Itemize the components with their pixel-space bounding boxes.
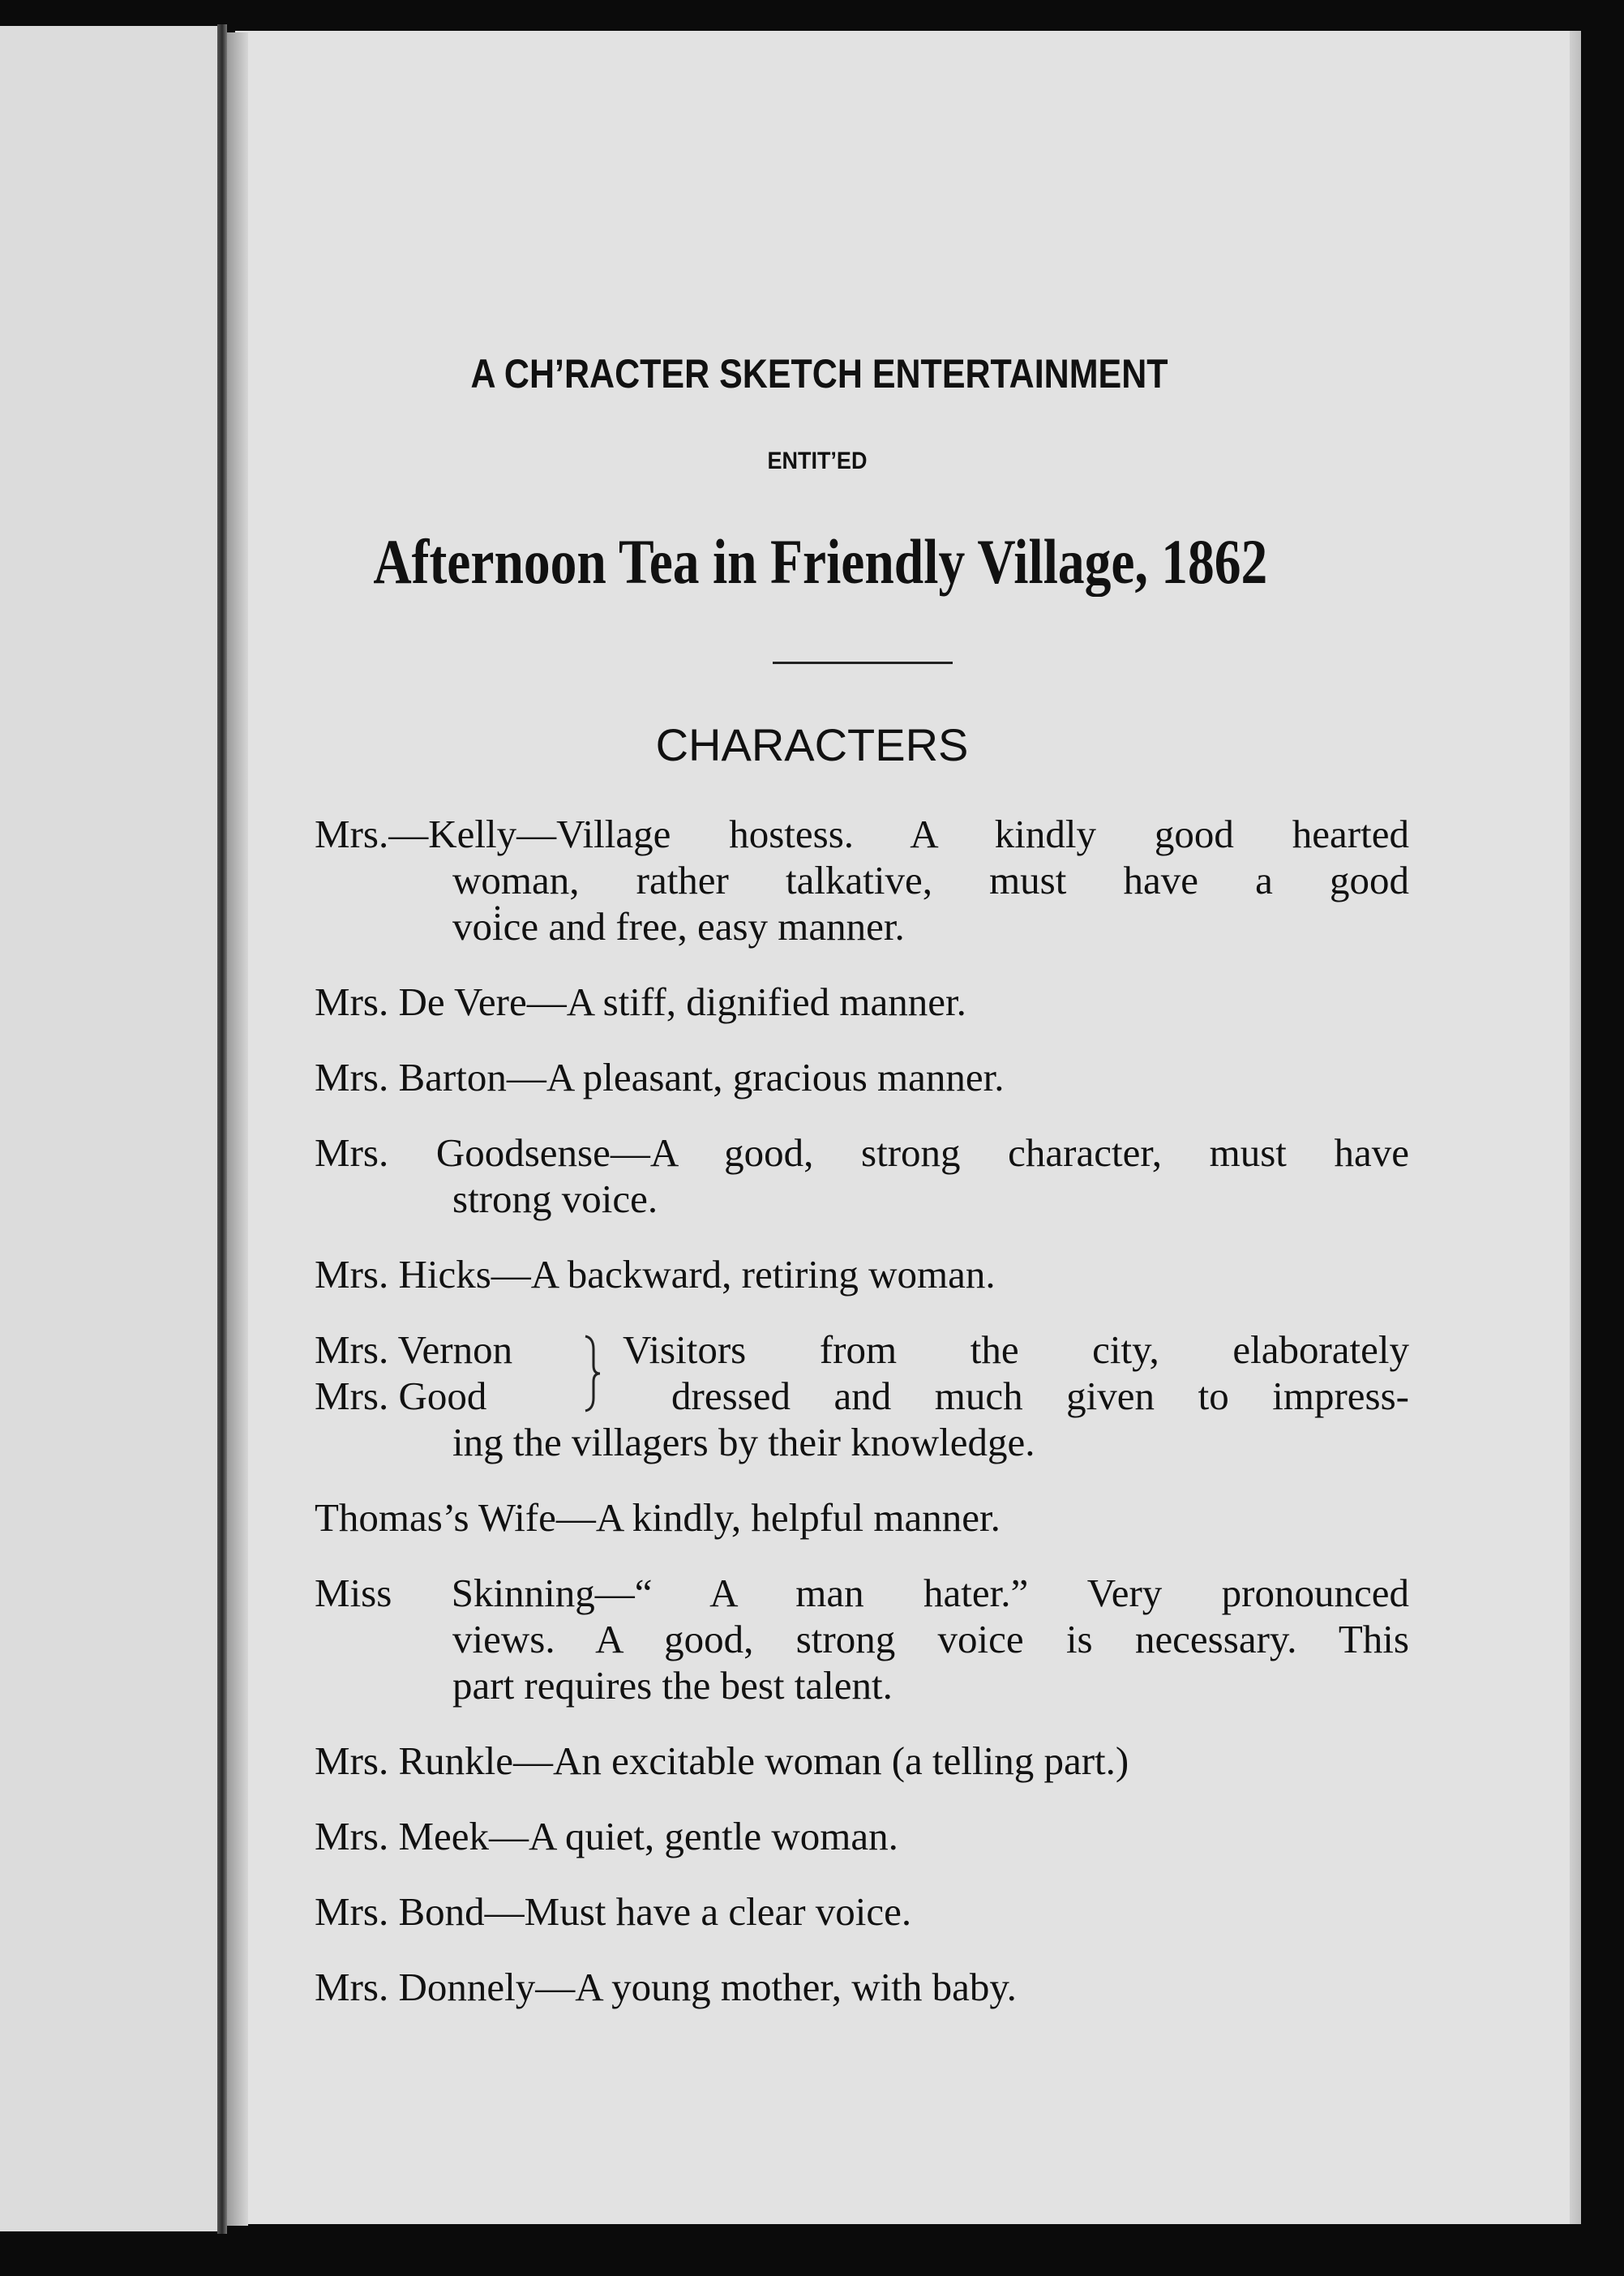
entry-line: Visitors from the city, elaborately (623, 1327, 1409, 1372)
divider-rule (773, 662, 953, 664)
list-item-visitors (315, 1327, 1409, 1465)
list-item (315, 979, 1409, 1025)
visitor-name: Mrs. Good (315, 1374, 487, 1418)
visitor-name: Mrs. Vernon (315, 1327, 513, 1372)
entry-line: Mrs.—Kelly—Village hostess. A kindly good hearted (315, 812, 1409, 856)
entry-line: Mrs. Donnely—A young mother, with baby. (315, 1965, 1017, 2009)
entry-line: Thomas’s Wife—A kindly, helpful manner. (315, 1495, 1001, 1540)
entry-line: ing the villagers by their knowledge. (452, 1420, 1035, 1464)
brace-icon (582, 1333, 605, 1414)
entry-line: Mrs. Meek—A quiet, gentle woman. (315, 1814, 898, 1858)
characters-heading: CHARACTERS (655, 719, 969, 770)
list-item (315, 1570, 1409, 1708)
entry-line: Mrs. Bond—Must have a clear voice. (315, 1889, 912, 1934)
heading-entertainment: A CH’RACTER SKETCH ENTERTAINMENT (470, 351, 1168, 396)
page-title: Afternoon Tea in Friendly Village, 1862 (373, 526, 1268, 597)
list-item (315, 1129, 1409, 1222)
entry-line: Mrs. Hicks—A backward, retiring woman. (315, 1252, 996, 1297)
list-item (315, 1251, 1409, 1297)
entry-line: voi̇ce and free, easy manner. (452, 904, 905, 949)
visitor-description (623, 1327, 1409, 1419)
page-edge (1570, 31, 1581, 2224)
list-item (315, 1494, 1409, 1541)
character-list (315, 811, 1409, 2039)
entry-line: woman, rather talkative, must have a good (452, 858, 1409, 902)
entry-line: strong voice. (452, 1177, 658, 1221)
entry-line: dressed and much given to impress- (671, 1374, 1409, 1418)
entry-line: views. A good, strong voice is necessary. This (452, 1617, 1409, 1661)
list-item (315, 1054, 1409, 1100)
list-item (315, 1738, 1409, 1784)
entry-line: part requires the best talent. (452, 1663, 893, 1708)
list-item (315, 811, 1409, 949)
entry-line: Mrs. Barton—A pleasant, gracious manner. (315, 1055, 1005, 1099)
list-item (315, 1888, 1409, 1935)
entry-line: Mrs. De Vere—A stiff, dignified manner. (315, 979, 966, 1024)
visitor-names (315, 1327, 606, 1419)
list-item (315, 1813, 1409, 1859)
entry-line: Mrs. Runkle—An excitable woman (a telling part.) (315, 1738, 1129, 1783)
entry-line: Miss Skinning—“ A man hater.” Very pronounced (315, 1571, 1409, 1615)
entry-line: Mrs. Goodsense—A good, strong character, must have (315, 1130, 1409, 1175)
list-item (315, 1964, 1409, 2010)
heading-entitled: ENTIT’ED (767, 448, 868, 474)
